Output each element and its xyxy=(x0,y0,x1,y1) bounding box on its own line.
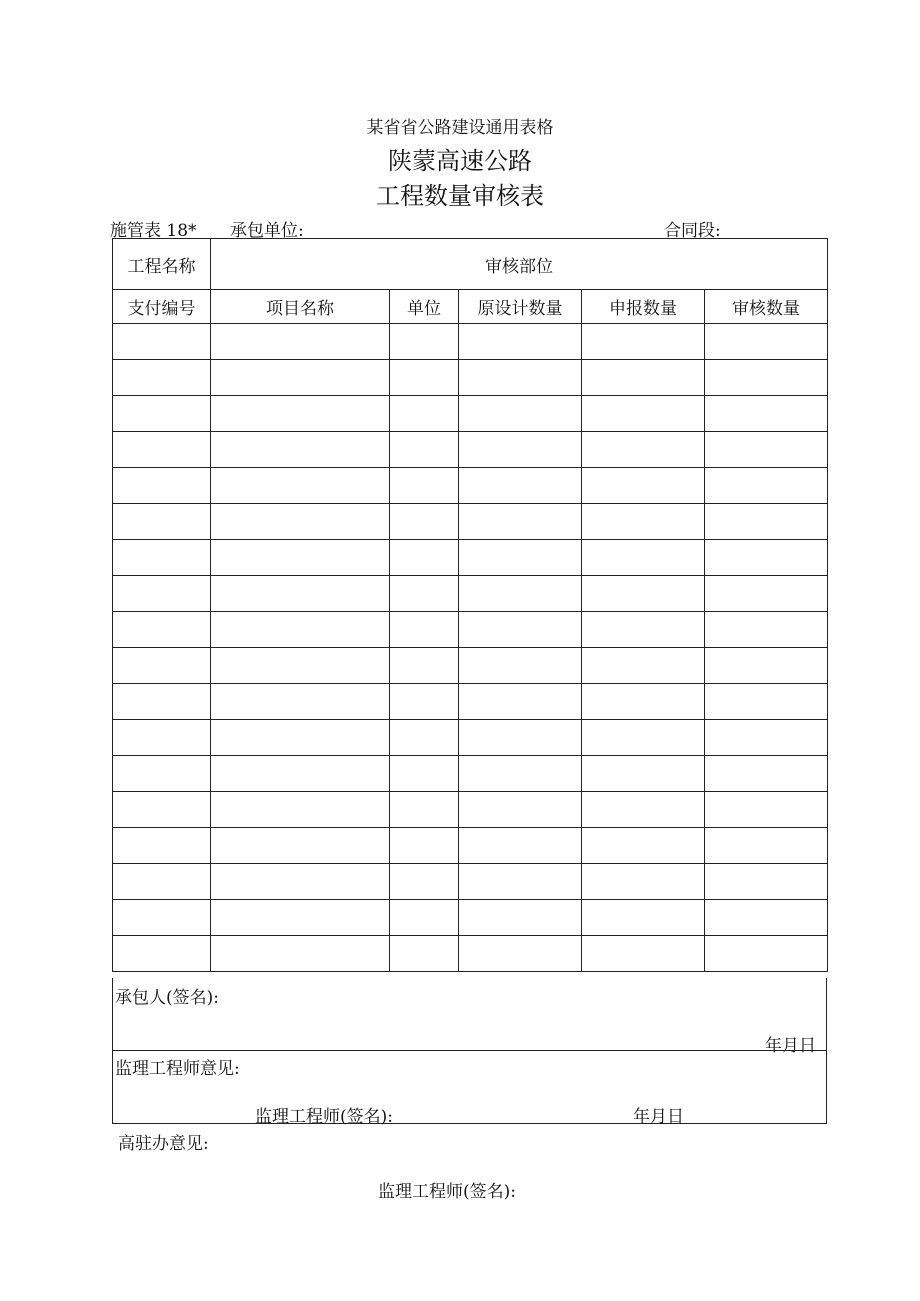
payment-no-cell[interactable] xyxy=(113,576,211,612)
reported-qty-cell[interactable] xyxy=(582,432,705,468)
reported-qty-cell[interactable] xyxy=(582,612,705,648)
design-qty-cell[interactable] xyxy=(459,468,582,504)
table-row xyxy=(113,792,828,828)
unit-cell[interactable] xyxy=(390,576,459,612)
design-qty-cell[interactable] xyxy=(459,504,582,540)
unit-cell[interactable] xyxy=(390,648,459,684)
quantity-audit-table xyxy=(112,238,828,972)
reported-qty-cell[interactable] xyxy=(582,324,705,360)
payment-no-cell[interactable] xyxy=(113,720,211,756)
payment-no-cell[interactable] xyxy=(113,900,211,936)
audited-qty-cell[interactable] xyxy=(705,576,828,612)
road-name: 陕蒙高速公路 xyxy=(388,147,532,175)
audited-qty-cell[interactable] xyxy=(705,684,828,720)
table-row xyxy=(113,756,828,792)
table-row xyxy=(113,648,828,684)
contract-section-label: 合同段: xyxy=(664,221,721,241)
audited-qty-cell[interactable] xyxy=(705,504,828,540)
unit-cell[interactable] xyxy=(390,468,459,504)
table-row xyxy=(113,828,828,864)
col-header-unit: 单位 xyxy=(390,290,459,324)
reported-qty-cell[interactable] xyxy=(582,540,705,576)
item-name-cell[interactable] xyxy=(211,648,390,684)
form-title: 工程数量审核表 xyxy=(376,182,544,210)
table-row xyxy=(113,576,828,612)
design-qty-cell[interactable] xyxy=(459,756,582,792)
table-row xyxy=(113,720,828,756)
col-header-design-qty: 原设计数量 xyxy=(459,290,582,324)
reported-qty-cell[interactable] xyxy=(582,864,705,900)
audited-qty-cell[interactable] xyxy=(705,936,828,972)
item-name-cell[interactable] xyxy=(211,576,390,612)
table-row xyxy=(113,468,828,504)
unit-cell[interactable] xyxy=(390,684,459,720)
reported-qty-cell[interactable] xyxy=(582,576,705,612)
item-name-cell[interactable] xyxy=(211,612,390,648)
item-name-cell[interactable] xyxy=(211,684,390,720)
design-qty-cell[interactable] xyxy=(459,396,582,432)
table-row xyxy=(113,612,828,648)
unit-cell[interactable] xyxy=(390,432,459,468)
payment-no-cell[interactable] xyxy=(113,504,211,540)
table-row xyxy=(113,504,828,540)
engineer-signature-label: 监理工程师(签名): xyxy=(255,1107,393,1127)
payment-no-cell[interactable] xyxy=(113,864,211,900)
table-row xyxy=(113,684,828,720)
project-name-label: 工程名称 xyxy=(113,239,211,290)
item-name-cell[interactable] xyxy=(211,432,390,468)
reported-qty-cell[interactable] xyxy=(582,468,705,504)
engineer-opinion-label: 监理工程师意见: xyxy=(115,1059,240,1079)
audited-qty-cell[interactable] xyxy=(705,864,828,900)
design-qty-cell[interactable] xyxy=(459,720,582,756)
payment-no-cell[interactable] xyxy=(113,360,211,396)
item-name-cell[interactable] xyxy=(211,720,390,756)
payment-no-cell[interactable] xyxy=(113,468,211,504)
col-header-reported-qty: 申报数量 xyxy=(582,290,705,324)
table-row xyxy=(113,900,828,936)
office-opinion-label: 高驻办意见: xyxy=(118,1134,209,1154)
table-title-row xyxy=(113,239,828,290)
item-name-cell[interactable] xyxy=(211,792,390,828)
design-qty-cell[interactable] xyxy=(459,936,582,972)
item-name-cell[interactable] xyxy=(211,324,390,360)
reported-qty-cell[interactable] xyxy=(582,756,705,792)
audited-qty-cell[interactable] xyxy=(705,900,828,936)
audited-qty-cell[interactable] xyxy=(705,396,828,432)
org-header: 某省省公路建设通用表格 xyxy=(366,118,554,138)
payment-no-cell[interactable] xyxy=(113,684,211,720)
unit-cell[interactable] xyxy=(390,792,459,828)
design-qty-cell[interactable] xyxy=(459,360,582,396)
audit-part-label: 审核部位 xyxy=(211,239,828,290)
audited-qty-cell[interactable] xyxy=(705,648,828,684)
table-row xyxy=(113,864,828,900)
unit-cell[interactable] xyxy=(390,720,459,756)
engineer-date-label: 年月日 xyxy=(633,1107,684,1127)
item-name-cell[interactable] xyxy=(211,468,390,504)
audited-qty-cell[interactable] xyxy=(705,720,828,756)
reported-qty-cell[interactable] xyxy=(582,720,705,756)
item-name-cell[interactable] xyxy=(211,828,390,864)
unit-cell[interactable] xyxy=(390,864,459,900)
unit-cell[interactable] xyxy=(390,828,459,864)
col-header-audited-qty: 审核数量 xyxy=(705,290,828,324)
unit-cell[interactable] xyxy=(390,360,459,396)
audited-qty-cell[interactable] xyxy=(705,468,828,504)
col-header-payment-no: 支付编号 xyxy=(113,290,211,324)
contractor-unit-label: 承包单位: xyxy=(230,221,304,241)
payment-no-cell[interactable] xyxy=(113,648,211,684)
audited-qty-cell[interactable] xyxy=(705,324,828,360)
table-row xyxy=(113,540,828,576)
audited-qty-cell[interactable] xyxy=(705,612,828,648)
payment-no-cell[interactable] xyxy=(113,936,211,972)
reported-qty-cell[interactable] xyxy=(582,504,705,540)
reported-qty-cell[interactable] xyxy=(582,648,705,684)
item-name-cell[interactable] xyxy=(211,864,390,900)
office-engineer-signature-label: 监理工程师(签名): xyxy=(378,1182,516,1202)
design-qty-cell[interactable] xyxy=(459,432,582,468)
item-name-cell[interactable] xyxy=(211,936,390,972)
reported-qty-cell[interactable] xyxy=(582,792,705,828)
design-qty-cell[interactable] xyxy=(459,576,582,612)
audited-qty-cell[interactable] xyxy=(705,756,828,792)
col-header-item-name: 项目名称 xyxy=(211,290,390,324)
item-name-cell[interactable] xyxy=(211,540,390,576)
payment-no-cell[interactable] xyxy=(113,612,211,648)
reported-qty-cell[interactable] xyxy=(582,900,705,936)
reported-qty-cell[interactable] xyxy=(582,828,705,864)
unit-cell[interactable] xyxy=(390,324,459,360)
audited-qty-cell[interactable] xyxy=(705,792,828,828)
unit-cell[interactable] xyxy=(390,504,459,540)
signoff-divider xyxy=(113,1050,826,1051)
design-qty-cell[interactable] xyxy=(459,648,582,684)
table-row xyxy=(113,396,828,432)
reported-qty-cell[interactable] xyxy=(582,936,705,972)
unit-cell[interactable] xyxy=(390,756,459,792)
reported-qty-cell[interactable] xyxy=(582,360,705,396)
item-name-cell[interactable] xyxy=(211,360,390,396)
item-name-cell[interactable] xyxy=(211,504,390,540)
contractor-signature-label: 承包人(签名): xyxy=(115,988,219,1008)
design-qty-cell[interactable] xyxy=(459,900,582,936)
audited-qty-cell[interactable] xyxy=(705,540,828,576)
contractor-date-label: 年月日 xyxy=(765,1036,816,1056)
table-row xyxy=(113,360,828,396)
unit-cell[interactable] xyxy=(390,396,459,432)
payment-no-cell[interactable] xyxy=(113,396,211,432)
unit-cell[interactable] xyxy=(390,612,459,648)
design-qty-cell[interactable] xyxy=(459,864,582,900)
signoff-box xyxy=(112,978,827,1127)
item-name-cell[interactable] xyxy=(211,900,390,936)
reported-qty-cell[interactable] xyxy=(582,396,705,432)
design-qty-cell[interactable] xyxy=(459,324,582,360)
unit-cell[interactable] xyxy=(390,900,459,936)
item-name-cell[interactable] xyxy=(211,396,390,432)
design-qty-cell[interactable] xyxy=(459,684,582,720)
payment-no-cell[interactable] xyxy=(113,756,211,792)
table-row xyxy=(113,324,828,360)
table-row xyxy=(113,432,828,468)
table-row xyxy=(113,936,828,972)
form-number: 施管表 18* xyxy=(110,221,197,241)
unit-cell[interactable] xyxy=(390,540,459,576)
payment-no-cell[interactable] xyxy=(113,792,211,828)
design-qty-cell[interactable] xyxy=(459,792,582,828)
unit-cell[interactable] xyxy=(390,936,459,972)
reported-qty-cell[interactable] xyxy=(582,684,705,720)
audited-qty-cell[interactable] xyxy=(705,360,828,396)
design-qty-cell[interactable] xyxy=(459,828,582,864)
item-name-cell[interactable] xyxy=(211,756,390,792)
payment-no-cell[interactable] xyxy=(113,432,211,468)
audited-qty-cell[interactable] xyxy=(705,828,828,864)
payment-no-cell[interactable] xyxy=(113,828,211,864)
design-qty-cell[interactable] xyxy=(459,612,582,648)
design-qty-cell[interactable] xyxy=(459,540,582,576)
payment-no-cell[interactable] xyxy=(113,540,211,576)
table-header-row xyxy=(113,290,828,324)
audited-qty-cell[interactable] xyxy=(705,432,828,468)
payment-no-cell[interactable] xyxy=(113,324,211,360)
